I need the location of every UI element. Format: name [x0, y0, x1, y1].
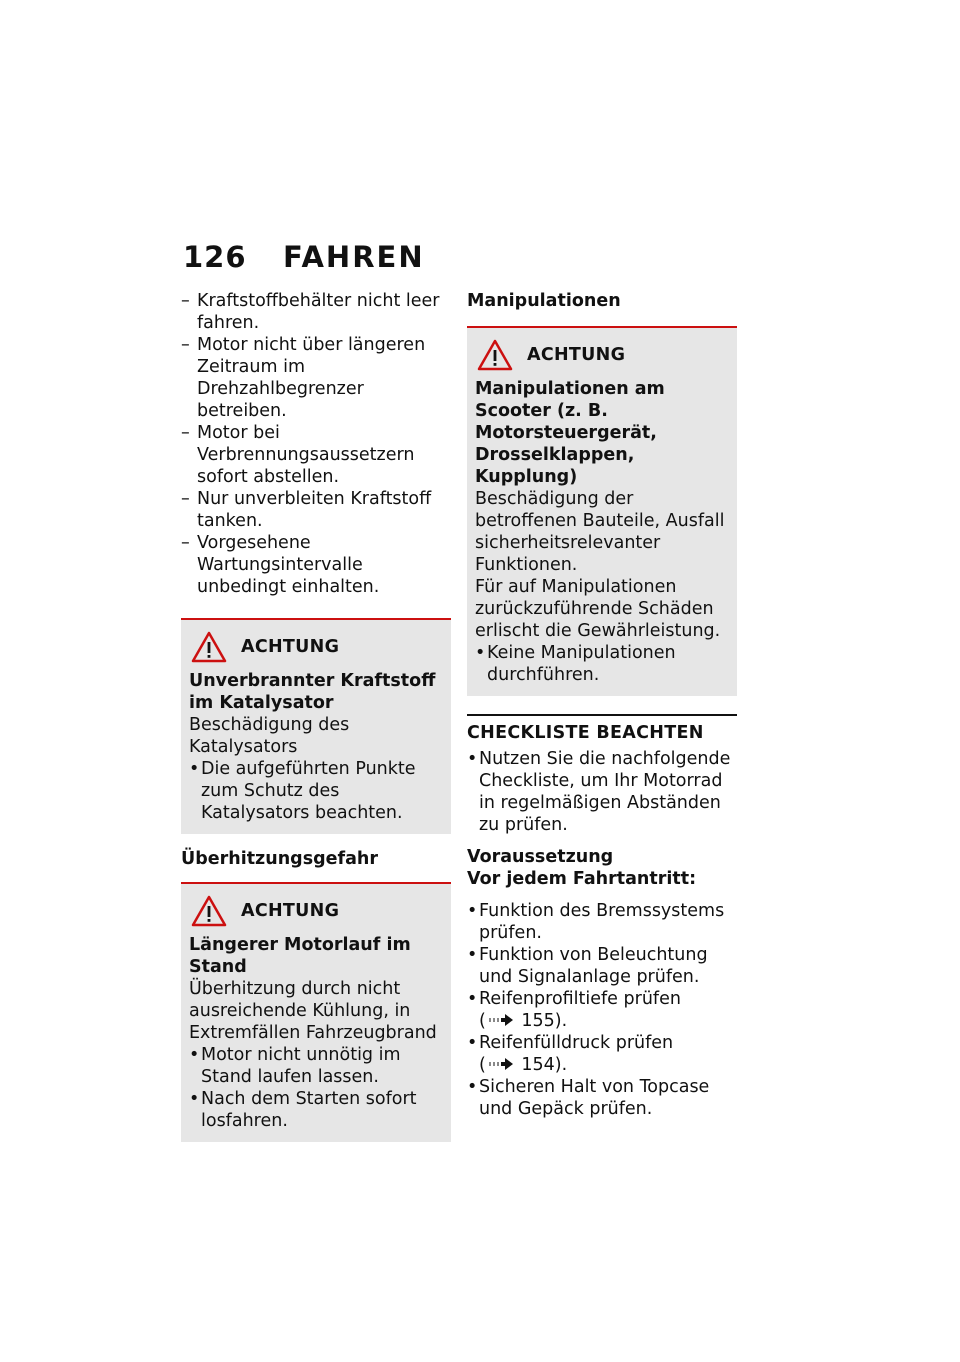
- checklist-item-text: Funktion von Beleuchtung und Signalanlage prüfen.: [479, 945, 708, 987]
- dash-item: – Motor bei Verbrennungsaussetzern sofort abstellen.: [181, 423, 415, 487]
- checklist-items: [467, 900, 737, 1120]
- right-column: [467, 290, 737, 1120]
- section-title: FAHREN: [283, 240, 425, 274]
- checklist-item: • Funktion des Bremssystems prüfen.: [467, 901, 725, 943]
- warning-bullet: • Motor nicht unnötig im Stand laufen lassen.: [189, 1045, 401, 1087]
- checklist-heading: CHECKLISTE BEACHTEN: [467, 714, 737, 744]
- page-reference-arrow-icon: [488, 1057, 514, 1071]
- heading-overheat: Überhitzungsgefahr: [181, 849, 379, 869]
- warning-triangle-icon: [191, 631, 227, 663]
- warning-label: ACHTUNG: [527, 345, 626, 365]
- dash-item-text: Kraftstoffbehälter nicht leer fahren.: [197, 291, 440, 333]
- warning-header: [475, 338, 729, 372]
- dash-item-text: Motor bei Verbrennungsaussetzern sofort abstellen.: [197, 423, 415, 487]
- warning-bullet-text: Nach dem Starten sofort losfahren.: [201, 1089, 417, 1131]
- warning-text-2: Für auf Manipulationen zurückzuführende Schäden erlischt die Gewährleistung.: [475, 577, 721, 641]
- warning-label: ACHTUNG: [241, 901, 340, 921]
- page-number: 126: [183, 240, 247, 274]
- checklist-item: • Reifenfülldruck prüfen ( 154).: [467, 1033, 674, 1075]
- heading-manipulationen: Manipulationen: [467, 291, 621, 311]
- warning-header: [189, 630, 443, 664]
- dash-item: – Kraftstoffbehälter nicht leer fahren.: [181, 291, 440, 333]
- dash-list: [181, 290, 451, 598]
- warning-text: Überhitzung durch nicht ausreichende Kühlung, in Extremfällen Fahrzeugbrand: [189, 979, 437, 1043]
- warning-bullet-text: Die aufgeführten Punkte zum Schutz des Katalysators beachten.: [201, 759, 416, 823]
- warning-triangle-icon: [477, 339, 513, 371]
- prerequisite-text: Vor jedem Fahrtantritt:: [467, 869, 697, 889]
- dash-item: – Motor nicht über längeren Zeitraum im Drehzahlbegrenzer betreiben.: [181, 335, 426, 421]
- warning-bullet: • Nach dem Starten sofort losfahren.: [189, 1089, 417, 1131]
- warning-text: Beschädigung des Katalysators: [189, 715, 350, 757]
- warning-bullet-text: Motor nicht unnötig im Stand laufen lassen.: [201, 1045, 401, 1087]
- page-reference[interactable]: 154).: [521, 1055, 568, 1075]
- warning-title: Längerer Motorlauf im Stand: [189, 935, 411, 977]
- warning-label: ACHTUNG: [241, 637, 340, 657]
- warning-bullet-text: Keine Manipulationen durchführen.: [487, 643, 676, 685]
- warning-bullet: • Keine Manipulationen durchführen.: [475, 643, 676, 685]
- checklist-intro: • Nutzen Sie die nachfolgende Checkliste, um Ihr Motorrad in regelmäßigen Abständen zu prüfen.: [467, 749, 731, 835]
- checklist-item: • Funktion von Beleuchtung und Signalanlage prüfen.: [467, 945, 708, 987]
- warning-box-overheat: [181, 882, 451, 1142]
- warning-header: [189, 894, 443, 928]
- warning-text: Beschädigung der betroffenen Bauteile, Ausfall sicherheitsrelevanter Funktionen.: [475, 489, 725, 575]
- checklist-item: • Sicheren Halt von Topcase und Gepäck prüfen.: [467, 1077, 710, 1119]
- dash-item: – Vorgesehene Wartungsintervalle unbedingt einhalten.: [181, 533, 380, 597]
- dash-item: – Nur unverbleiten Kraftstoff tanken.: [181, 489, 432, 531]
- checklist-intro-text: Nutzen Sie die nachfolgende Checkliste, um Ihr Motorrad in regelmäßigen Abständen zu prüfen.: [479, 749, 731, 835]
- checklist-item-text: Sicheren Halt von Topcase und Gepäck prüfen.: [479, 1077, 710, 1119]
- warning-box-manipulation: [467, 326, 737, 696]
- page-reference-arrow-icon: [488, 1013, 514, 1027]
- warning-triangle-icon: [191, 895, 227, 927]
- page-reference[interactable]: 155).: [521, 1011, 568, 1031]
- checklist-item-text: Reifenprofiltiefe prüfen: [479, 989, 681, 1009]
- warning-title: Unverbrannter Kraftstoff im Katalysator: [189, 671, 436, 713]
- prerequisite-label: Voraussetzung: [467, 847, 614, 867]
- warning-box-catalyst: [181, 618, 451, 834]
- checklist-item: • Reifenprofiltiefe prüfen ( 155).: [467, 989, 681, 1031]
- checklist-item-text: Reifenfülldruck prüfen: [479, 1033, 674, 1053]
- checklist-item-text: Funktion des Bremssystems prüfen.: [479, 901, 725, 943]
- dash-item-text: Motor nicht über längeren Zeitraum im Drehzahlbegrenzer betreiben.: [197, 335, 426, 421]
- warning-bullet: • Die aufgeführten Punkte zum Schutz des Katalysators beachten.: [189, 759, 416, 823]
- dash-item-text: Nur unverbleiten Kraftstoff tanken.: [197, 489, 432, 531]
- dash-item-text: Vorgesehene Wartungsintervalle unbedingt einhalten.: [197, 533, 380, 597]
- warning-title: Manipulationen am Scooter (z. B. Motorsteuergerät, Drosselklappen, Kupplung): [475, 379, 665, 487]
- left-column: [181, 290, 451, 1142]
